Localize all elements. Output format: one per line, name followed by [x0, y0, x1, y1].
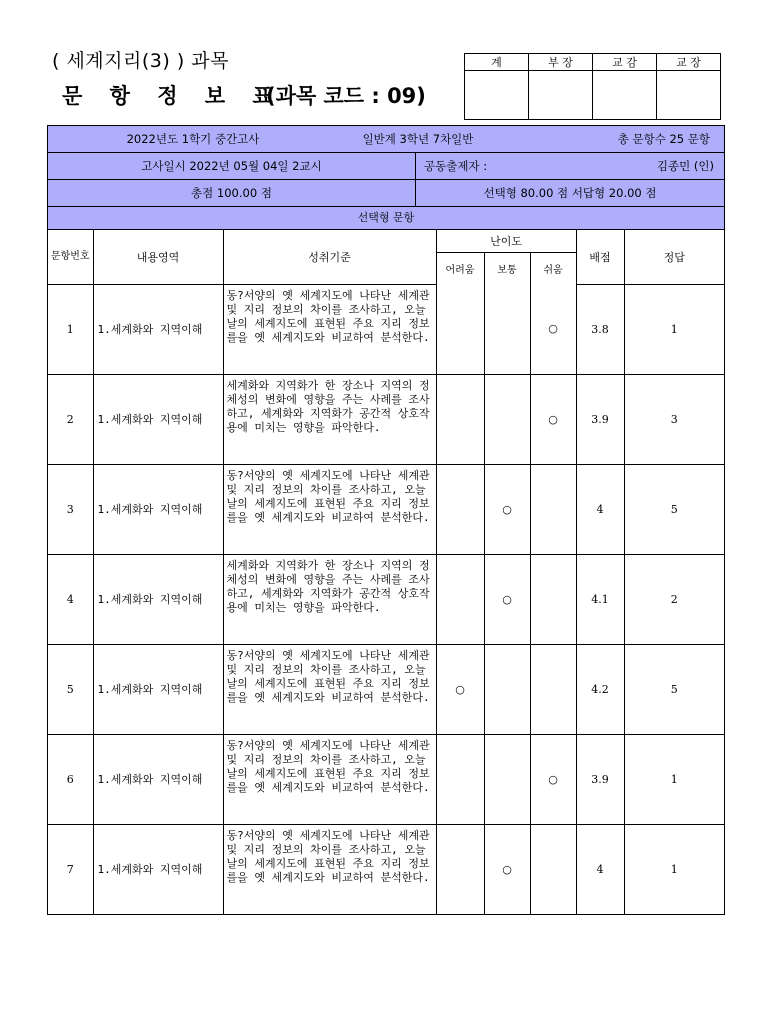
header-area: 내용영역: [93, 230, 223, 284]
difficulty-medium: [484, 644, 530, 734]
approval-table: [464, 53, 721, 120]
grade-course: 일반계 3학년 7차일반: [362, 132, 474, 146]
item-info-sheet: [47, 125, 725, 915]
difficulty-medium: [484, 374, 530, 464]
approval-label: 부 장: [529, 54, 593, 71]
item-area: 1.세계화와 지역이해: [93, 824, 223, 914]
item-points: 4.2: [576, 644, 624, 734]
item-standard: [223, 374, 436, 464]
item-standard-text: 동?서양의 옛 세계지도에 나타난 세계관 및 지리 정보의 차이를 조사하고, 오늘날의 세계지도에 표현된 주요 지리 정보를을 옛 세계지도와 비교하여 분석한다.: [226, 468, 430, 524]
difficulty-easy: [530, 824, 576, 914]
author-name: 김종민 (인): [656, 159, 714, 173]
approval-signature-box: [593, 71, 657, 120]
approval-signature-box: [465, 71, 529, 120]
header-number: 문항번호: [48, 230, 93, 284]
subject-code: (과목 코드 : 09): [266, 84, 426, 108]
item-answer: 1: [624, 734, 724, 824]
items-table: [48, 230, 724, 914]
difficulty-medium: [484, 554, 530, 644]
item-standard: [223, 554, 436, 644]
approval-label: 교 감: [593, 54, 657, 71]
table-row: [48, 284, 724, 374]
item-standard: [223, 284, 436, 374]
exam-info-row: [48, 126, 724, 153]
item-number: 2: [48, 374, 93, 464]
difficulty-hard: [436, 824, 484, 914]
table-row: [48, 824, 724, 914]
difficulty-hard: [436, 554, 484, 644]
difficulty-medium: [484, 734, 530, 824]
item-answer: 3: [624, 374, 724, 464]
table-row: [48, 644, 724, 734]
header-medium: 보통: [484, 253, 530, 285]
total-items: 총 문항수 25 문항: [617, 132, 710, 146]
difficulty-easy: [530, 284, 576, 374]
item-standard: [223, 734, 436, 824]
difficulty-mark-icon: ○: [502, 862, 512, 876]
approval-label: 교 장: [657, 54, 721, 71]
difficulty-mark-icon: ○: [455, 682, 465, 696]
item-answer: 5: [624, 464, 724, 554]
item-area: 1.세계화와 지역이해: [93, 464, 223, 554]
item-points: 4.1: [576, 554, 624, 644]
score-row: [48, 180, 724, 207]
item-points: 4: [576, 824, 624, 914]
item-points: 4: [576, 464, 624, 554]
item-points: 3.9: [576, 734, 624, 824]
difficulty-mark-icon: ○: [548, 772, 558, 786]
item-standard: [223, 824, 436, 914]
difficulty-hard: [436, 374, 484, 464]
approval-label: 계: [465, 54, 529, 71]
item-area: 1.세계화와 지역이해: [93, 554, 223, 644]
difficulty-easy: [530, 464, 576, 554]
difficulty-easy: [530, 734, 576, 824]
header-difficulty: 난이도: [436, 230, 576, 253]
difficulty-mark-icon: ○: [502, 592, 512, 606]
table-row: [48, 464, 724, 554]
item-number: 5: [48, 644, 93, 734]
item-number: 1: [48, 284, 93, 374]
header-answer: 정답: [624, 230, 724, 284]
approval-signature-box: [657, 71, 721, 120]
item-number: 6: [48, 734, 93, 824]
item-area: 1.세계화와 지역이해: [93, 284, 223, 374]
exam-name: 2022년도 1학기 중간고사: [126, 132, 260, 146]
item-standard-text: 동?서양의 옛 세계지도에 나타난 세계관 및 지리 정보의 차이를 조사하고, 오늘날의 세계지도에 표현된 주요 지리 정보를을 옛 세계지도와 비교하여 분석한다.: [226, 828, 430, 884]
header-standard: 성취기준: [223, 230, 436, 284]
item-number: 4: [48, 554, 93, 644]
difficulty-easy: [530, 644, 576, 734]
item-area: 1.세계화와 지역이해: [93, 644, 223, 734]
header-hard: 어려움: [436, 253, 484, 285]
item-area: 1.세계화와 지역이해: [93, 734, 223, 824]
difficulty-medium: [484, 824, 530, 914]
exam-date: 고사일시 2022년 05월 04일 2교시: [48, 153, 416, 179]
difficulty-hard: [436, 734, 484, 824]
difficulty-mark-icon: ○: [548, 412, 558, 426]
difficulty-medium: [484, 284, 530, 374]
score-split: 선택형 80.00 점 서답형 20.00 점: [483, 186, 657, 200]
subject-title: ( 세계지리(3) ) 과목: [52, 50, 229, 72]
difficulty-hard: [436, 464, 484, 554]
difficulty-hard: [436, 284, 484, 374]
header-easy: 쉬움: [530, 253, 576, 285]
item-answer: 5: [624, 644, 724, 734]
difficulty-easy: [530, 554, 576, 644]
table-row: [48, 554, 724, 644]
item-standard-text: 동?서양의 옛 세계지도에 나타난 세계관 및 지리 정보의 차이를 조사하고, 오늘날의 세계지도에 표현된 주요 지리 정보를을 옛 세계지도와 비교하여 분석한다.: [226, 738, 430, 794]
approval-signature-box: [529, 71, 593, 120]
table-row: [48, 374, 724, 464]
item-number: 7: [48, 824, 93, 914]
difficulty-medium: [484, 464, 530, 554]
total-score: 총점 100.00 점: [48, 180, 416, 206]
header-points: 배점: [576, 230, 624, 284]
item-standard-text: 동?서양의 옛 세계지도에 나타난 세계관 및 지리 정보의 차이를 조사하고, 오늘날의 세계지도에 표현된 주요 지리 정보를을 옛 세계지도와 비교하여 분석한다.: [226, 648, 430, 704]
item-number: 3: [48, 464, 93, 554]
item-points: 3.9: [576, 374, 624, 464]
difficulty-easy: [530, 374, 576, 464]
table-row: [48, 734, 724, 824]
item-answer: 2: [624, 554, 724, 644]
item-area: 1.세계화와 지역이해: [93, 374, 223, 464]
item-standard-text: 동?서양의 옛 세계지도에 나타난 세계관 및 지리 정보의 차이를 조사하고, 오늘날의 세계지도에 표현된 주요 지리 정보를을 옛 세계지도와 비교하여 분석한다.: [226, 288, 430, 344]
item-answer: 1: [624, 284, 724, 374]
item-points: 3.8: [576, 284, 624, 374]
item-standard-text: 세계화와 지역화가 한 장소나 지역의 정체성의 변화에 영향을 주는 사례를 조사하고, 세계화와 지역화가 공간적 상호작용에 미치는 영향을 파악한다.: [226, 558, 430, 614]
document-title: 문 항 정 보 표: [62, 84, 283, 108]
item-answer: 1: [624, 824, 724, 914]
item-standard-text: 세계화와 지역화가 한 장소나 지역의 정체성의 변화에 영향을 주는 사례를 조사하고, 세계화와 지역화가 공간적 상호작용에 미치는 영향을 파악한다.: [226, 378, 430, 434]
section-title: 선택형 문항: [48, 207, 724, 230]
difficulty-hard: [436, 644, 484, 734]
item-standard: [223, 644, 436, 734]
difficulty-mark-icon: ○: [502, 502, 512, 516]
date-author-row: [48, 153, 724, 180]
difficulty-mark-icon: ○: [548, 322, 558, 336]
co-author-label: 공동출제자 :: [424, 159, 488, 173]
item-standard: [223, 464, 436, 554]
